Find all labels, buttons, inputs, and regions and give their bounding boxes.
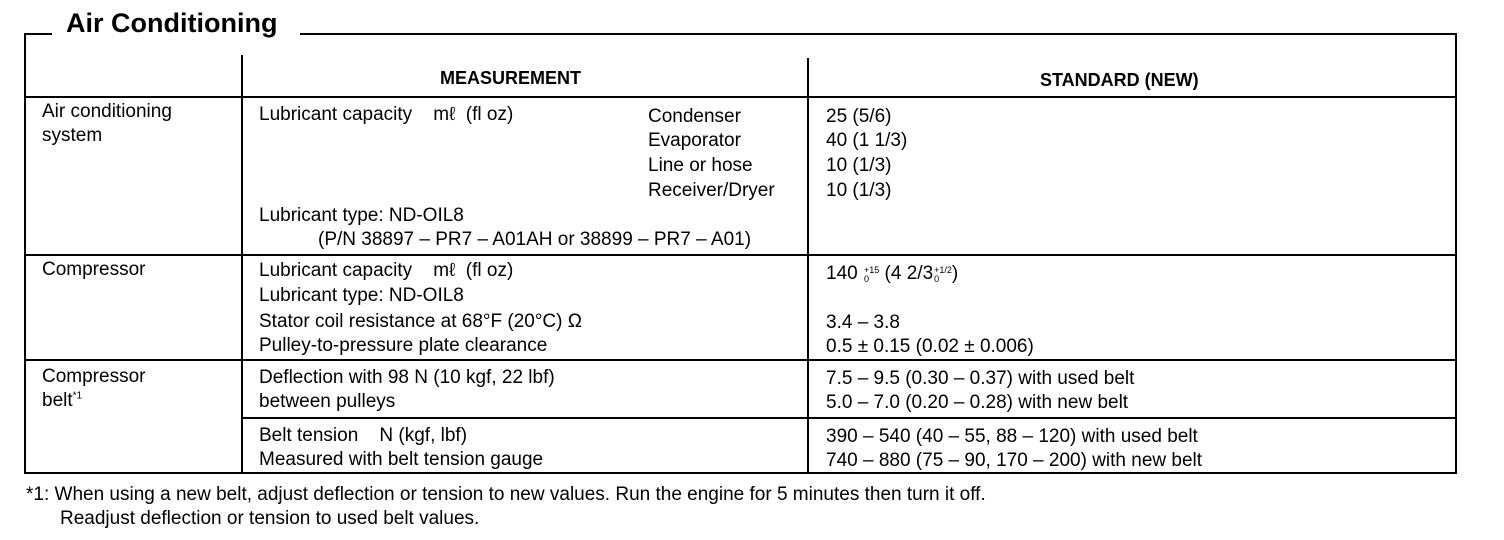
compressor-stator: Stator coil resistance at 68°F (20°C) Ω [259,311,582,332]
capacity-ml-tolerance: +15 0 [863,265,880,284]
tension-used-value: 390 – 540 (40 – 55, 88 – 120) with used belt [826,426,1198,447]
component-receiver-dryer: Receiver/Dryer [648,180,775,201]
value-receiver-dryer: 10 (1/3) [826,180,892,201]
deflection-used-value: 7.5 – 9.5 (0.30 – 0.37) with used belt [826,368,1135,389]
value-line-hose: 10 (1/3) [826,155,892,176]
ac-system-label-line2: system [42,125,103,146]
capacity-floz: (4 2/3 [884,263,934,284]
pulley-value: 0.5 ± 0.15 (0.02 ± 0.006) [826,336,1034,357]
compressor-lub-capacity: Lubricant capacity mℓ (fl oz) [259,260,514,281]
stator-value: 3.4 – 3.8 [826,312,900,333]
rule-after-ac [24,254,1457,256]
belt-label-line1: Compressor [42,366,146,387]
capacity-close-paren: ) [951,263,959,284]
component-line-hose: Line or hose [648,155,753,176]
header-rule [24,96,1457,98]
belt-tension-line2: Measured with belt tension gauge [259,449,544,470]
belt-deflection-line2: between pulleys [259,391,396,412]
tension-new-value: 740 – 880 (75 – 90, 170 – 200) with new belt [826,450,1203,471]
col-divider-2 [807,58,809,474]
component-condenser: Condenser [648,106,741,127]
ac-lub-capacity: Lubricant capacity mℓ (fl oz) [259,104,514,125]
frame-top-right [300,33,1457,35]
value-evaporator: 40 (1 1/3) [826,130,908,151]
belt-footnote-mark: *1 [72,390,83,402]
compressor-label: Compressor [42,259,146,280]
ac-part-numbers: (P/N 38897 – PR7 – A01AH or 38899 – PR7 – A01) [318,229,752,250]
measurement-header: MEASUREMENT [440,68,582,88]
component-evaporator: Evaporator [648,130,741,151]
col-divider-1 [241,55,243,474]
rule-belt-split [241,417,1457,419]
belt-deflection-line1: Deflection with 98 N (10 kgf, 22 lbf) [259,367,555,388]
ac-lub-type: Lubricant type: ND-OIL8 [259,205,464,226]
deflection-new-value: 5.0 – 7.0 (0.20 – 0.28) with new belt [826,392,1129,413]
standard-header: STANDARD (NEW) [1040,70,1199,90]
belt-tension-line1: Belt tension N (kgf, lbf) [259,425,468,446]
ac-system-label-line1: Air conditioning [42,101,172,122]
section-title: Air Conditioning [66,8,283,39]
footnote-line2: Readjust deflection or tension to used belt values. [60,508,480,529]
capacity-floz-tolerance: +1/2 0 [934,265,952,284]
value-condenser: 25 (5/6) [826,106,892,127]
capacity-ml: 140 [826,263,858,284]
footnote-line1: *1: When using a new belt, adjust deflection or tension to new values. Run the engine for 5 minutes then turn it off. [26,484,986,505]
rule-after-compressor [24,359,1457,361]
compressor-lub-type: Lubricant type: ND-OIL8 [259,285,464,306]
compressor-capacity-value [826,262,958,286]
belt-label-line2: belt$^{*1}$ [42,390,83,411]
frame-bottom [24,472,1457,474]
frame-top-left [24,33,52,35]
compressor-pulley: Pulley-to-pressure plate clearance [259,335,548,356]
